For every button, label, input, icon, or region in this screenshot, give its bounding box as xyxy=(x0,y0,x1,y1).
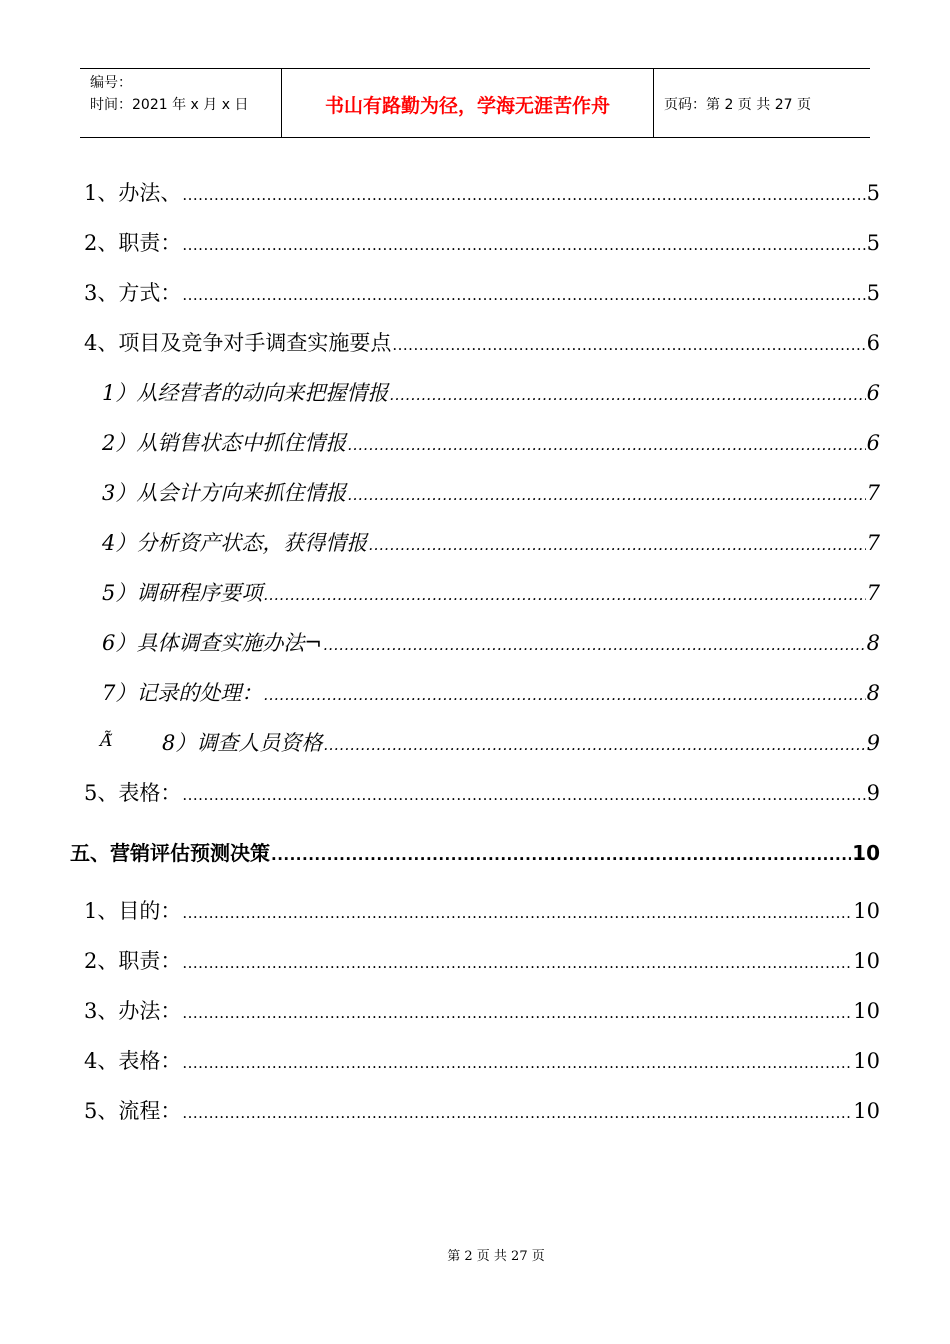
number-label: 编号： xyxy=(90,75,132,91)
page-header xyxy=(80,68,870,138)
toc-entry-label: 7）记录的处理： xyxy=(102,681,263,705)
toc-leader xyxy=(263,680,865,710)
toc-subentry[interactable] xyxy=(102,578,880,608)
toc-entry-page: 8 xyxy=(866,681,880,705)
header-motto: 书山有路勤为径，学海无涯苦作舟 xyxy=(282,69,654,137)
toc-leader xyxy=(182,948,852,978)
toc-leader xyxy=(368,530,865,560)
toc-leader xyxy=(182,898,852,928)
toc-entry[interactable] xyxy=(84,328,880,358)
toc-entry-page: 5 xyxy=(866,281,880,305)
toc-entry[interactable] xyxy=(84,946,880,976)
toc-entry-label: 2、职责： xyxy=(84,949,182,973)
toc-entry-page: 9 xyxy=(866,781,880,805)
time-label: 时间：2021 年 x 月 x 日 xyxy=(90,97,249,113)
toc-entry-page: 6 xyxy=(866,431,880,455)
toc-entry-label: 1、办法、 xyxy=(84,181,182,205)
toc-subentry[interactable] xyxy=(102,478,880,508)
toc-entry-label: 4）分析资产状态，获得情报 xyxy=(102,531,368,555)
toc-entry-page: 5 xyxy=(866,181,880,205)
toc-subentry[interactable] xyxy=(162,728,880,758)
toc-entry[interactable] xyxy=(84,1046,880,1076)
toc-entry-label: 3）从会计方向来抓住情报 xyxy=(102,481,347,505)
toc-leader xyxy=(323,730,865,760)
toc-entry-label: 2、职责： xyxy=(84,231,182,255)
toc-leader xyxy=(347,430,865,460)
toc-leader xyxy=(182,280,865,310)
toc-entry[interactable] xyxy=(84,1096,880,1126)
toc-entry-label: 2）从销售状态中抓住情报 xyxy=(102,431,347,455)
toc-subentry[interactable] xyxy=(102,378,880,408)
toc-entry-page: 10 xyxy=(853,999,880,1023)
header-meta xyxy=(80,69,282,137)
toc-entry-page: 8 xyxy=(866,631,880,655)
toc-entry-label: 8）调查人员资格 xyxy=(162,731,323,755)
toc-leader xyxy=(392,330,865,360)
toc-chapter-label: 五、营销评估预测决策 xyxy=(70,841,270,865)
toc-entry-label: 3、办法： xyxy=(84,999,182,1023)
toc-entry-label: 4、项目及竞争对手调查实施要点 xyxy=(84,331,392,355)
toc-entry-page: 7 xyxy=(866,531,880,555)
toc-subentry[interactable] xyxy=(102,628,880,658)
toc-chapter-page: 10 xyxy=(852,841,880,865)
toc-entry[interactable] xyxy=(84,228,880,258)
toc-entry-label: 1、目的： xyxy=(84,899,182,923)
toc-entry-page: 5 xyxy=(866,231,880,255)
toc-leader xyxy=(271,840,851,870)
toc-entry-page: 10 xyxy=(853,949,880,973)
toc-leader xyxy=(182,998,852,1028)
page-footer: 第 2 页 共 27 页 xyxy=(447,1249,545,1264)
toc-entry[interactable] xyxy=(84,996,880,1026)
toc-entry[interactable] xyxy=(84,896,880,926)
toc-leader xyxy=(182,180,865,210)
toc-leader xyxy=(389,380,865,410)
toc-entry-label: 3、方式： xyxy=(84,281,182,305)
toc-leader xyxy=(323,630,866,660)
toc-entry-page: 7 xyxy=(866,581,880,605)
toc-subentry[interactable] xyxy=(102,528,880,558)
toc-entry[interactable] xyxy=(84,778,880,808)
toc-entry-page: 10 xyxy=(853,1099,880,1123)
toc-chapter[interactable] xyxy=(70,838,880,868)
toc-entry-label: 6）具体调查实施办法¬ xyxy=(102,631,322,655)
toc-entry-label: 4、表格： xyxy=(84,1049,182,1073)
toc-entry[interactable] xyxy=(84,278,880,308)
toc-entry-page: 10 xyxy=(853,899,880,923)
toc-entry-page: 6 xyxy=(866,331,880,355)
toc-entry-page: 6 xyxy=(866,381,880,405)
toc-entry-label: 5、表格： xyxy=(84,781,182,805)
toc-subentry[interactable] xyxy=(102,428,880,458)
toc-entry-label: 5、流程： xyxy=(84,1099,182,1123)
toc-leader xyxy=(182,1048,852,1078)
toc-leader xyxy=(347,480,865,510)
toc-entry-label: 1）从经营者的动向来把握情报 xyxy=(102,381,389,405)
header-page-info: 页码：第 2 页 共 27 页 xyxy=(664,97,811,113)
toc-leader xyxy=(182,1098,852,1128)
toc-entry-page: 7 xyxy=(866,481,880,505)
toc-entry-page: 10 xyxy=(853,1049,880,1073)
toc-entry[interactable] xyxy=(84,178,880,208)
toc-entry-label: 5）调研程序要项 xyxy=(102,581,263,605)
toc-leader xyxy=(182,230,865,260)
toc-subentry[interactable] xyxy=(102,678,880,708)
toc-leader xyxy=(263,580,865,610)
toc-entry-page: 9 xyxy=(866,731,880,755)
stray-mark: Ã̃ xyxy=(100,731,113,751)
toc-leader xyxy=(182,780,865,810)
